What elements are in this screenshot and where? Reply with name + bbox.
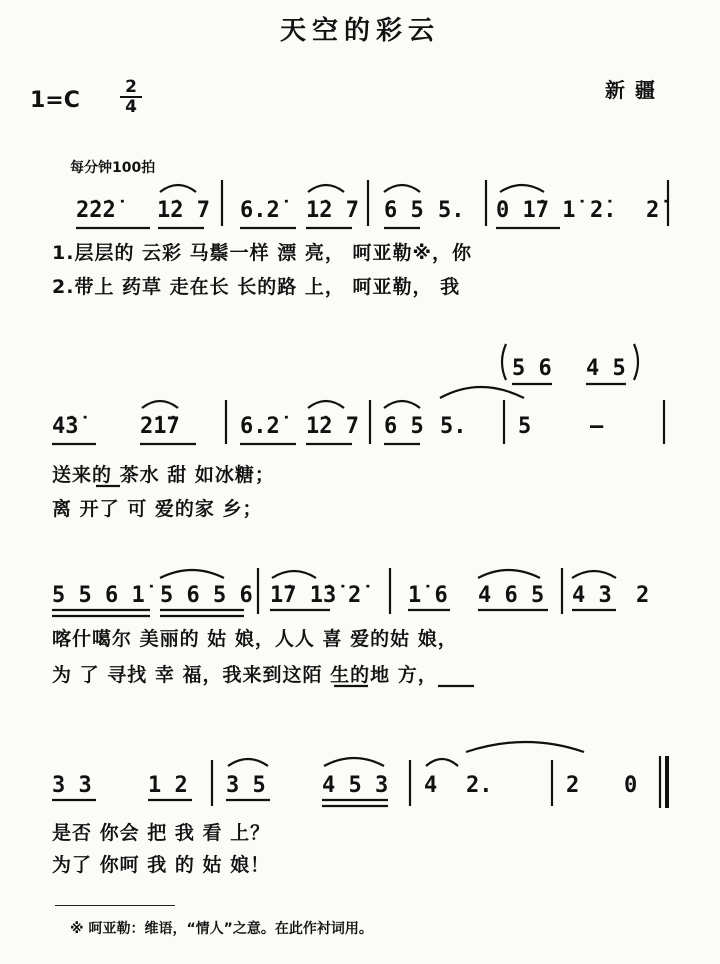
slur [160,570,224,578]
note-group: 1̇2 7 [157,198,210,223]
note-group: 2̇1̇7 [140,414,180,439]
intro-note-group: 5 6 [512,356,552,381]
slur [272,571,316,578]
lyric-verse-2: 为 了 寻找 幸 福，我来到这陌 生的地 方， [52,664,438,686]
slur [478,570,540,578]
note-group: 4 6 5 [478,583,545,608]
note-group: 1̇ 6 [408,583,448,608]
slur [500,185,544,192]
lyric-verse-2: 离 开了 可 爱的家 乡； [52,498,263,520]
note-group: 4̇3̇ [52,414,79,439]
note-group: 2. [466,773,493,798]
song-title: 天空的彩云 [279,16,440,46]
intro-note-group: 4 5 [586,356,626,381]
note-group: 6 5 [384,414,424,439]
slur [142,401,178,408]
note-group: 4 [424,773,438,798]
footnote: ※ 呵亚勒：维语，“情人”之意。在此作衬词用。 [70,921,373,937]
note-group: 2̇ [646,198,660,223]
lyric-verse-2: 为了 你呵 我 的 姑 娘！ [52,854,271,876]
note-group: 3 3 [52,773,92,798]
slur [160,185,196,192]
slur [572,571,616,578]
note-group: 5. [438,198,465,223]
slur [440,387,524,398]
note-group: 5. [440,414,467,439]
note-group: 6.2̇ [240,198,280,223]
note-group: 6.2̇ [240,414,280,439]
slur [384,185,420,192]
slur [466,742,584,752]
slur [426,759,458,766]
note-group: 5 [518,414,532,439]
slur [384,401,420,408]
note-group: 4 5 3 [322,773,389,798]
note-group: 1̇2 7 [306,414,359,439]
note-group: 1̇7 1̇3̇ [270,583,337,608]
note-group: 2 [636,583,650,608]
intro-paren [502,344,506,380]
tempo-marking: 每分钟100拍 [70,160,156,176]
intro-paren [634,344,638,380]
note-group: 0 1̇7 1̇ [496,198,576,223]
lyric-verse-1: 喀什噶尔 美丽的 姑 娘，人人 喜 爱的姑 娘， [52,628,458,650]
note-group: — [590,414,604,439]
song-origin: 新疆 [605,78,665,102]
slur [308,185,344,192]
note-group: 5 6 5 6 [160,583,253,608]
note-group: 2̇. [590,198,617,223]
note-group: 4 3 [572,583,612,608]
lyric-verse-1: 送来的 茶水 甜 如冰糖； [52,464,275,486]
note-group: 0 [624,773,638,798]
time-signature-top: 2 [120,78,142,98]
lyric-verse-1: 是否 你会 把 我 看 上？ [52,822,271,844]
note-group: 2̇2̇2̇ [76,198,116,223]
note-group: 5 5 6 1̇ [52,583,145,608]
note-group: 6 5 [384,198,424,223]
time-signature-bottom: 4 [125,97,137,117]
note-group: 2 [566,773,580,798]
note-group: 1 2 [148,773,188,798]
note-group: 1̇2 7 [306,198,359,223]
key-signature: 1=C [30,88,80,113]
slur [324,758,384,766]
note-group: 3 5 [226,773,266,798]
slur [228,759,268,766]
slur [308,401,344,408]
lyric-verse-2: 2.带上 药草 走在长 长的路 上， 呵亚勒， 我 [52,276,461,298]
note-group: 2̇ [348,583,362,608]
lyric-verse-1: 1.层层的 云彩 马鬃一样 漂 亮， 呵亚勒※，你 [52,242,472,264]
